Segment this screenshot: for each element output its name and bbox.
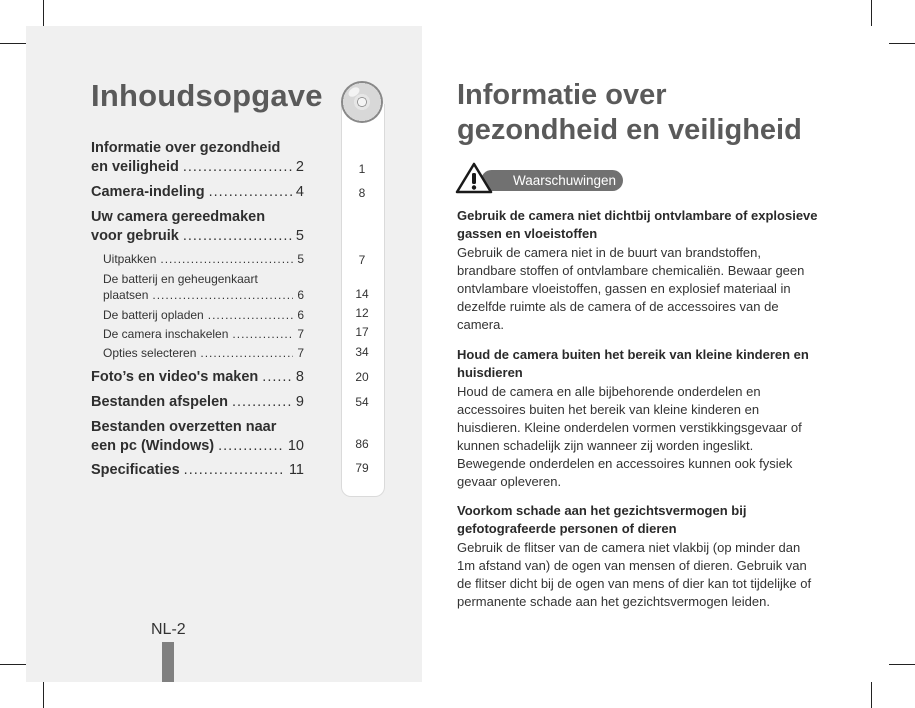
toc-leader bbox=[232, 326, 293, 342]
toc-page-number: 9 bbox=[295, 394, 304, 410]
toc-subentry-label: De camera inschakelen bbox=[103, 327, 229, 341]
toc-entry-label: Informatie over gezondheid bbox=[91, 140, 281, 156]
page-number-label: NL-2 bbox=[151, 621, 186, 638]
toc-page-number: 7 bbox=[297, 346, 304, 360]
toc-entry-label: Uw camera gereedmaken bbox=[91, 209, 266, 225]
section-body: Houd de camera en alle bijbehorende onderdelen en accessoires buiten het bereik van kleine kinderen en huisdieren. Kleine onderdelen vormen verstikkingsgevaar of kunnen schadelijk zijn wanneer zij worden ingeslikt. Bewegende onderdelen en accessoires kunnen ook fysiek gevaar opleveren. bbox=[457, 384, 802, 489]
toc-leader bbox=[152, 287, 293, 303]
toc-page-number: 8 bbox=[295, 369, 304, 385]
toc-subentry[interactable] bbox=[103, 345, 304, 361]
cd-page-number: 34 bbox=[355, 345, 369, 359]
toc-page-number: 6 bbox=[297, 288, 304, 302]
toc-entry-label: Bestanden afspelen bbox=[91, 394, 228, 410]
cd-page-number: 86 bbox=[355, 437, 369, 451]
cd-page-number: 54 bbox=[355, 395, 369, 409]
section-heading: Houd de camera buiten het bereik van kleine kinderen en huisdieren bbox=[457, 347, 809, 380]
cd-page-number: 20 bbox=[355, 370, 369, 384]
page-title-line: gezondheid en veiligheid bbox=[457, 114, 802, 146]
toc-page-number: 2 bbox=[295, 159, 304, 175]
section-heading: Gebruik de camera niet dichtbij ontvlambare of explosieve gassen en vloeistoffen bbox=[457, 208, 818, 241]
page-title-line: Informatie over bbox=[457, 79, 667, 111]
toc-entry[interactable] bbox=[91, 208, 304, 246]
toc-subentry[interactable] bbox=[103, 271, 304, 303]
toc-page-number: 11 bbox=[288, 462, 304, 478]
toc-entry[interactable] bbox=[91, 461, 304, 480]
toc-subentry[interactable] bbox=[103, 251, 304, 267]
toc-entry[interactable] bbox=[91, 139, 304, 177]
cd-page-number: 8 bbox=[358, 186, 366, 200]
crop-mark bbox=[871, 682, 872, 708]
crop-mark bbox=[889, 43, 915, 44]
toc-leader bbox=[232, 393, 292, 412]
toc-entry-label: Camera-indeling bbox=[91, 184, 205, 200]
toc-entry-label: een pc (Windows) bbox=[91, 438, 215, 454]
toc-subentry[interactable] bbox=[103, 326, 304, 342]
toc-entry-label: Specificaties bbox=[91, 462, 180, 478]
crop-mark bbox=[43, 682, 44, 708]
toc-entry[interactable] bbox=[91, 393, 304, 412]
toc-page-number: 7 bbox=[297, 327, 304, 341]
cd-page-number: 17 bbox=[355, 325, 369, 339]
toc-entry[interactable] bbox=[91, 183, 304, 202]
toc-page-number: 10 bbox=[287, 438, 304, 454]
toc-leader bbox=[209, 183, 292, 202]
warning-triangle-icon bbox=[455, 162, 493, 194]
toc-subentry-label: De batterij opladen bbox=[103, 308, 204, 322]
toc-entry[interactable] bbox=[91, 368, 304, 387]
toc-leader bbox=[200, 345, 293, 361]
cd-page-number: 1 bbox=[358, 162, 366, 176]
toc-leader bbox=[183, 158, 292, 177]
page-title bbox=[457, 78, 802, 148]
toc-page-number: 5 bbox=[297, 252, 304, 266]
toc-entry-label: en veiligheid bbox=[91, 159, 179, 175]
toc-page-number: 6 bbox=[297, 308, 304, 322]
crop-mark bbox=[0, 664, 26, 665]
section-body: Gebruik de camera niet in de buurt van brandstoffen, brandbare stoffen of ontvlambare chemicaliën. Bewaar geen ontvlambare vloeistoffen, gassen en explosief materiaal in dezelfde ruimte als de camera of de accessoires van de camera. bbox=[457, 245, 805, 332]
section-heading: Voorkom schade aan het gezichtsvermogen bij gefotografeerde personen of dieren bbox=[457, 503, 747, 536]
crop-mark bbox=[43, 0, 44, 26]
cd-page-number: 79 bbox=[355, 461, 369, 475]
warning-label: Waarschuwingen bbox=[481, 170, 623, 191]
crop-mark bbox=[0, 43, 26, 44]
toc-subentry-label: plaatsen bbox=[103, 288, 149, 302]
toc-page-number: 4 bbox=[295, 184, 304, 200]
toc-subentry-label: De batterij en geheugenkaart bbox=[103, 272, 258, 286]
toc-leader bbox=[160, 251, 293, 267]
toc-subentry-label: Uitpakken bbox=[103, 252, 157, 266]
warning-header bbox=[455, 162, 627, 194]
toc-page-number: 5 bbox=[295, 228, 304, 244]
toc-title: Inhoudsopgave bbox=[91, 78, 323, 113]
cd-page-number: 12 bbox=[355, 306, 369, 320]
toc-subentry[interactable] bbox=[103, 307, 304, 323]
toc-entry[interactable] bbox=[91, 418, 304, 456]
toc-leader bbox=[218, 437, 284, 456]
toc-entry-label: voor gebruik bbox=[91, 228, 179, 244]
crop-mark bbox=[871, 0, 872, 26]
toc-leader bbox=[183, 227, 292, 246]
cd-page-number: 14 bbox=[355, 287, 369, 301]
toc-leader bbox=[262, 368, 292, 387]
cd-page-number: 7 bbox=[358, 253, 366, 267]
toc-entry-label: Bestanden overzetten naar bbox=[91, 419, 277, 435]
page-marker-bar bbox=[162, 642, 174, 682]
cd-icon bbox=[341, 81, 383, 123]
toc-subentry-label: Opties selecteren bbox=[103, 346, 197, 360]
section-body: Gebruik de flitser van de camera niet vlakbij (op minder dan 1m afstand van) de ogen van mensen of dieren. Gebruik van de flitser dicht bij de ogen van mens of dier kan tot tijdelijke of permanente schade aan het gezichtsvermogen leiden. bbox=[457, 540, 812, 609]
crop-mark bbox=[889, 664, 915, 665]
toc-leader bbox=[184, 461, 285, 480]
toc-entry-label: Foto’s en video's maken bbox=[91, 369, 259, 385]
toc-leader bbox=[208, 307, 294, 323]
